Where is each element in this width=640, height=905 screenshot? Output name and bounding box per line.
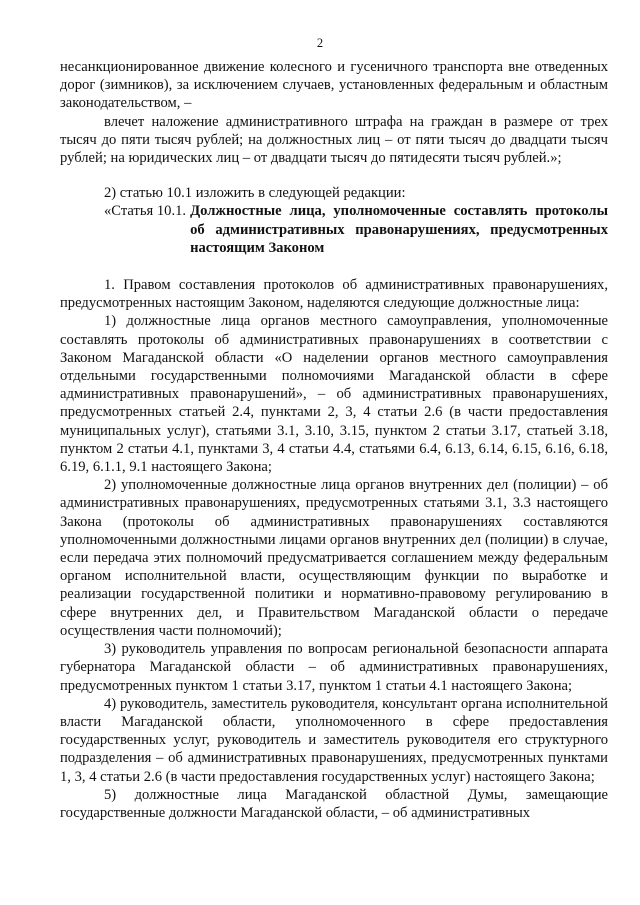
list-item: 2) уполномоченные должностные лица органов внутренних дел (полиции) – об административных правонарушениях, предусмотренных статьями 3.1, 3.3 настоящего Закона (протоколы об административных правонарушениях составляются уполномоченными должностными лицами органов внутренних дел (полиции) в случае, если передача этих полномочий предусматривается соглашением между федеральным органом исполнительной власти, осуществляющим функции по выработке и реализации государственной политики и нормативно-правовому регулированию в сфере внутренних дел, и Правительством Магаданской области о передаче осуществления части полномочий); <box>60 477 608 639</box>
article-title: Должностные лица, уполномоченные составлять протоколы об административных правонарушениях, предусмотренных настоящим Законом <box>190 203 608 256</box>
article-number: «Статья 10.1. <box>104 203 187 220</box>
list-item: 3) руководитель управления по вопросам региональной безопасности аппарата губернатора Магаданской области – об административных правонарушениях, предусмотренных пунктом 1 статьи 3.17, пунктом 1 статьи 4.1 настоящего Закона; <box>60 641 608 694</box>
paragraph: несанкционированное движение колесного и гусеничного транспорта вне отведенных дорог (зимников), за исключением случаев, установленных федеральным и областным законодательством, – <box>60 59 608 112</box>
article-heading <box>60 202 608 257</box>
paragraph: влечет наложение административного штрафа на граждан в размере от трех тысяч до пяти тысяч рублей; на должностных лиц – от пяти тысяч до двадцати тысяч рублей; на юридических лиц – от двадцати тысяч до пятидесяти тысяч рублей.»; <box>60 113 608 167</box>
document-body <box>60 58 608 822</box>
page-number: 2 <box>316 36 324 50</box>
list-item: 5) должностные лица Магаданской областной Думы, замещающие государственные должности Магаданской области, – об административных <box>60 786 608 821</box>
list-item: 4) руководитель, заместитель руководителя, консультант органа исполнительной власти Магаданской области, уполномоченного в сфере предоставления государственных услуг, руководитель и заместитель руководителя его структурного подразделения – об административных правонарушениях, предусмотренных пунктами 1, 3, 4 статьи 2.6 (в части предоставления государственных услуг) настоящего Закона; <box>60 695 608 785</box>
paragraph: 2) статью 10.1 изложить в следующей редакции: <box>104 185 406 202</box>
paragraph: 1. Правом составления протоколов об административных правонарушениях, предусмотренных настоящим Законом, наделяются следующие должностные лица: <box>60 277 608 312</box>
list-item: 1) должностные лица органов местного самоуправления, уполномоченные составлять протоколы об административных правонарушениях в соответствии с Законом Магаданской области «О наделении органов местного самоуправления отдельными государственными полномочиями Магаданской области в сфере административных правонарушений», – об административных правонарушениях, предусмотренных статьей 2.4, пунктами 2, 3, 4 статьи 2.6 (в части предоставления муниципальных услуг), статьями 3.1, 3.10, 3.15, пунктом 2 статьи 3.17, статьей 3.18, пунктом 2 статьи 4.1, пунктами 3, 4 статьи 4.4, статьями 6.4, 6.13, 6.14, 6.15, 6.16, 6.18, 6.19, 6.1.1, 9.1 настоящего Закона; <box>60 313 608 476</box>
